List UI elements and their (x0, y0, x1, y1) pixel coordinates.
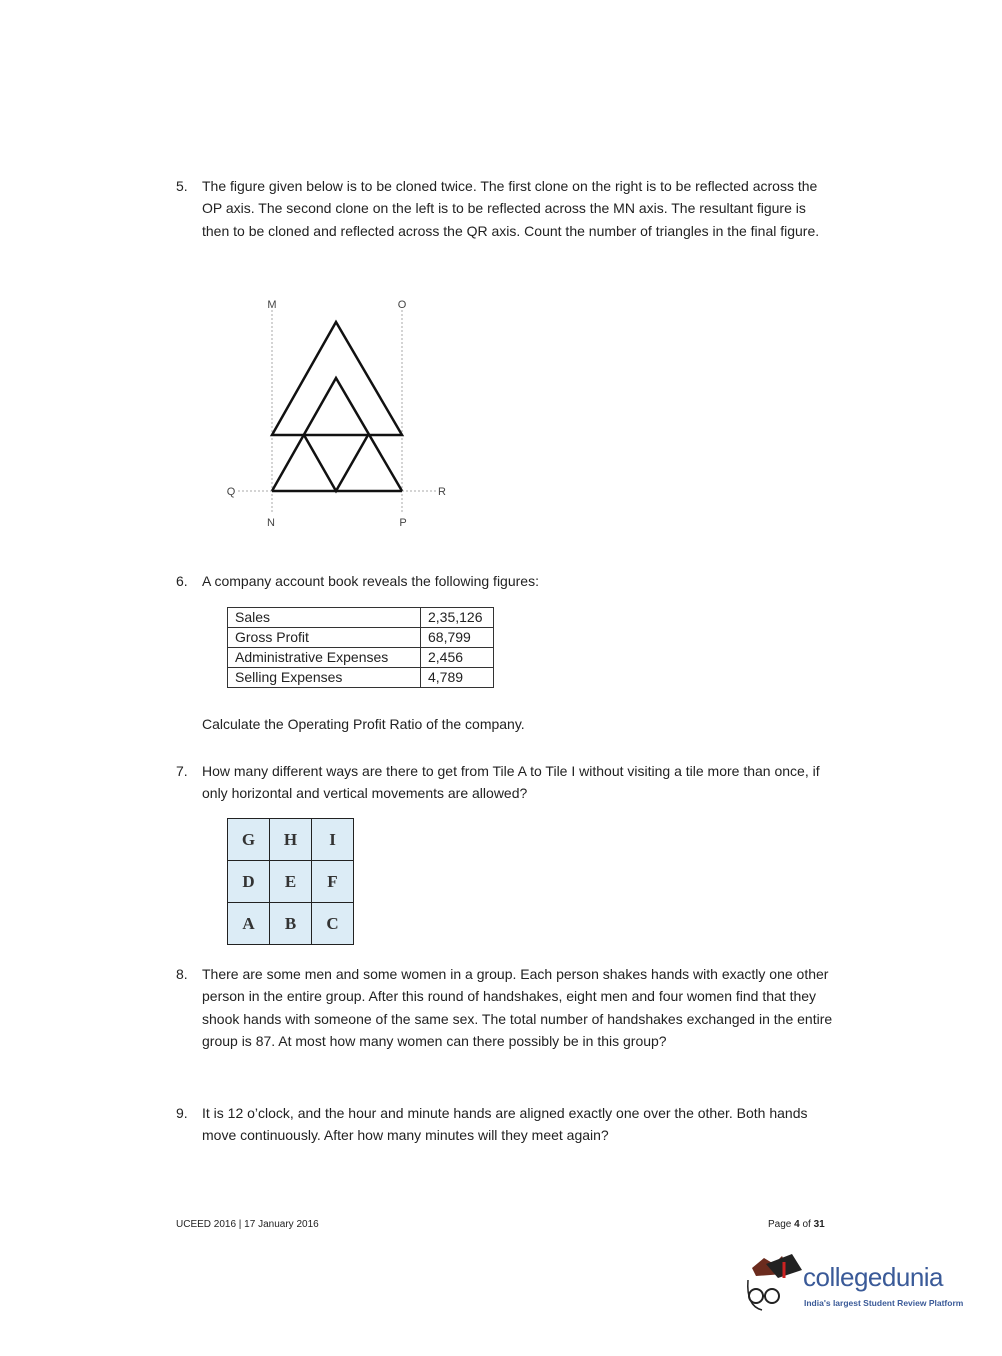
footer-exam-info: UCEED 2016 | 17 January 2016 (176, 1219, 319, 1230)
cell-value: 4,789 (421, 668, 494, 688)
tile: B (270, 903, 311, 944)
question-number: 6. (176, 573, 188, 589)
tile: D (228, 861, 269, 902)
tile: I (312, 819, 353, 860)
page-of: of (799, 1219, 814, 1230)
question-text: A company account book reveals the following figures: (202, 573, 539, 589)
tile: H (270, 819, 311, 860)
cell-value: 2,456 (421, 648, 494, 668)
cell-label: Administrative Expenses (228, 648, 421, 668)
page-prefix: Page (768, 1219, 795, 1230)
tile: C (312, 903, 353, 944)
question-text: There are some men and some women in a group. Each person shakes hands with exactly one other person in the entire group. After this round of handshakes, eight men and four women find that they shook hands with someone of the same sex. The total number of handshakes exchanged in the entire group is 87. At most how many women can there possibly be in this group? (202, 966, 833, 1049)
current-page: 4 (794, 1219, 800, 1230)
label-n: N (267, 517, 275, 529)
page-number (768, 1219, 825, 1230)
question-7 (176, 760, 836, 805)
tile: F (312, 861, 353, 902)
tile: A (228, 903, 269, 944)
triangle-figure (220, 290, 460, 530)
brand-tagline: India's largest Student Review Platform (804, 1298, 964, 1308)
cell-value: 2,35,126 (421, 608, 494, 628)
table-row (228, 648, 494, 668)
cell-label: Sales (228, 608, 421, 628)
label-r: R (438, 486, 446, 498)
label-q: Q (226, 486, 236, 498)
table-row (228, 608, 494, 628)
question-text: The figure given below is to be cloned twice. The first clone on the right is to be reflected across the OP axis. The second clone on the left is to be reflected across the MN axis. The resultant figure is then to be cloned and reflected across the QR axis. Count the number of triangles in the final figure. (202, 178, 820, 239)
question-number: 9. (176, 1105, 188, 1121)
question-text: How many different ways are there to get from Tile A to Tile I without visiting a tile more than once, if only horizontal and vertical movements are allowed? (202, 763, 820, 802)
label-p: P (399, 517, 407, 529)
question-number: 5. (176, 178, 188, 194)
cell-label: Gross Profit (228, 628, 421, 648)
cell-value: 68,799 (421, 628, 494, 648)
cell-label: Selling Expenses (228, 668, 421, 688)
tile: G (228, 819, 269, 860)
account-table (227, 607, 494, 688)
table-row (228, 628, 494, 648)
label-m: M (267, 299, 277, 311)
tile-grid (227, 818, 354, 945)
table-row (228, 668, 494, 688)
q6-followup: Calculate the Operating Profit Ratio of the company. (202, 716, 525, 732)
collegedunia-mascot-icon (744, 1250, 806, 1316)
inverted-v (304, 435, 368, 491)
question-number: 8. (176, 966, 188, 982)
question-text: It is 12 o’clock, and the hour and minute hands are aligned exactly one over the other. Both hands move continuously. After how many minutes will they meet again? (202, 1105, 808, 1144)
question-6 (176, 570, 836, 592)
question-number: 7. (176, 763, 188, 779)
question-9 (176, 1102, 836, 1147)
question-5 (176, 175, 836, 242)
total-pages: 31 (813, 1219, 825, 1230)
tile: E (270, 861, 311, 902)
label-o: O (397, 299, 407, 311)
question-8 (176, 963, 836, 1052)
brand-name: collegedunia (803, 1262, 944, 1292)
